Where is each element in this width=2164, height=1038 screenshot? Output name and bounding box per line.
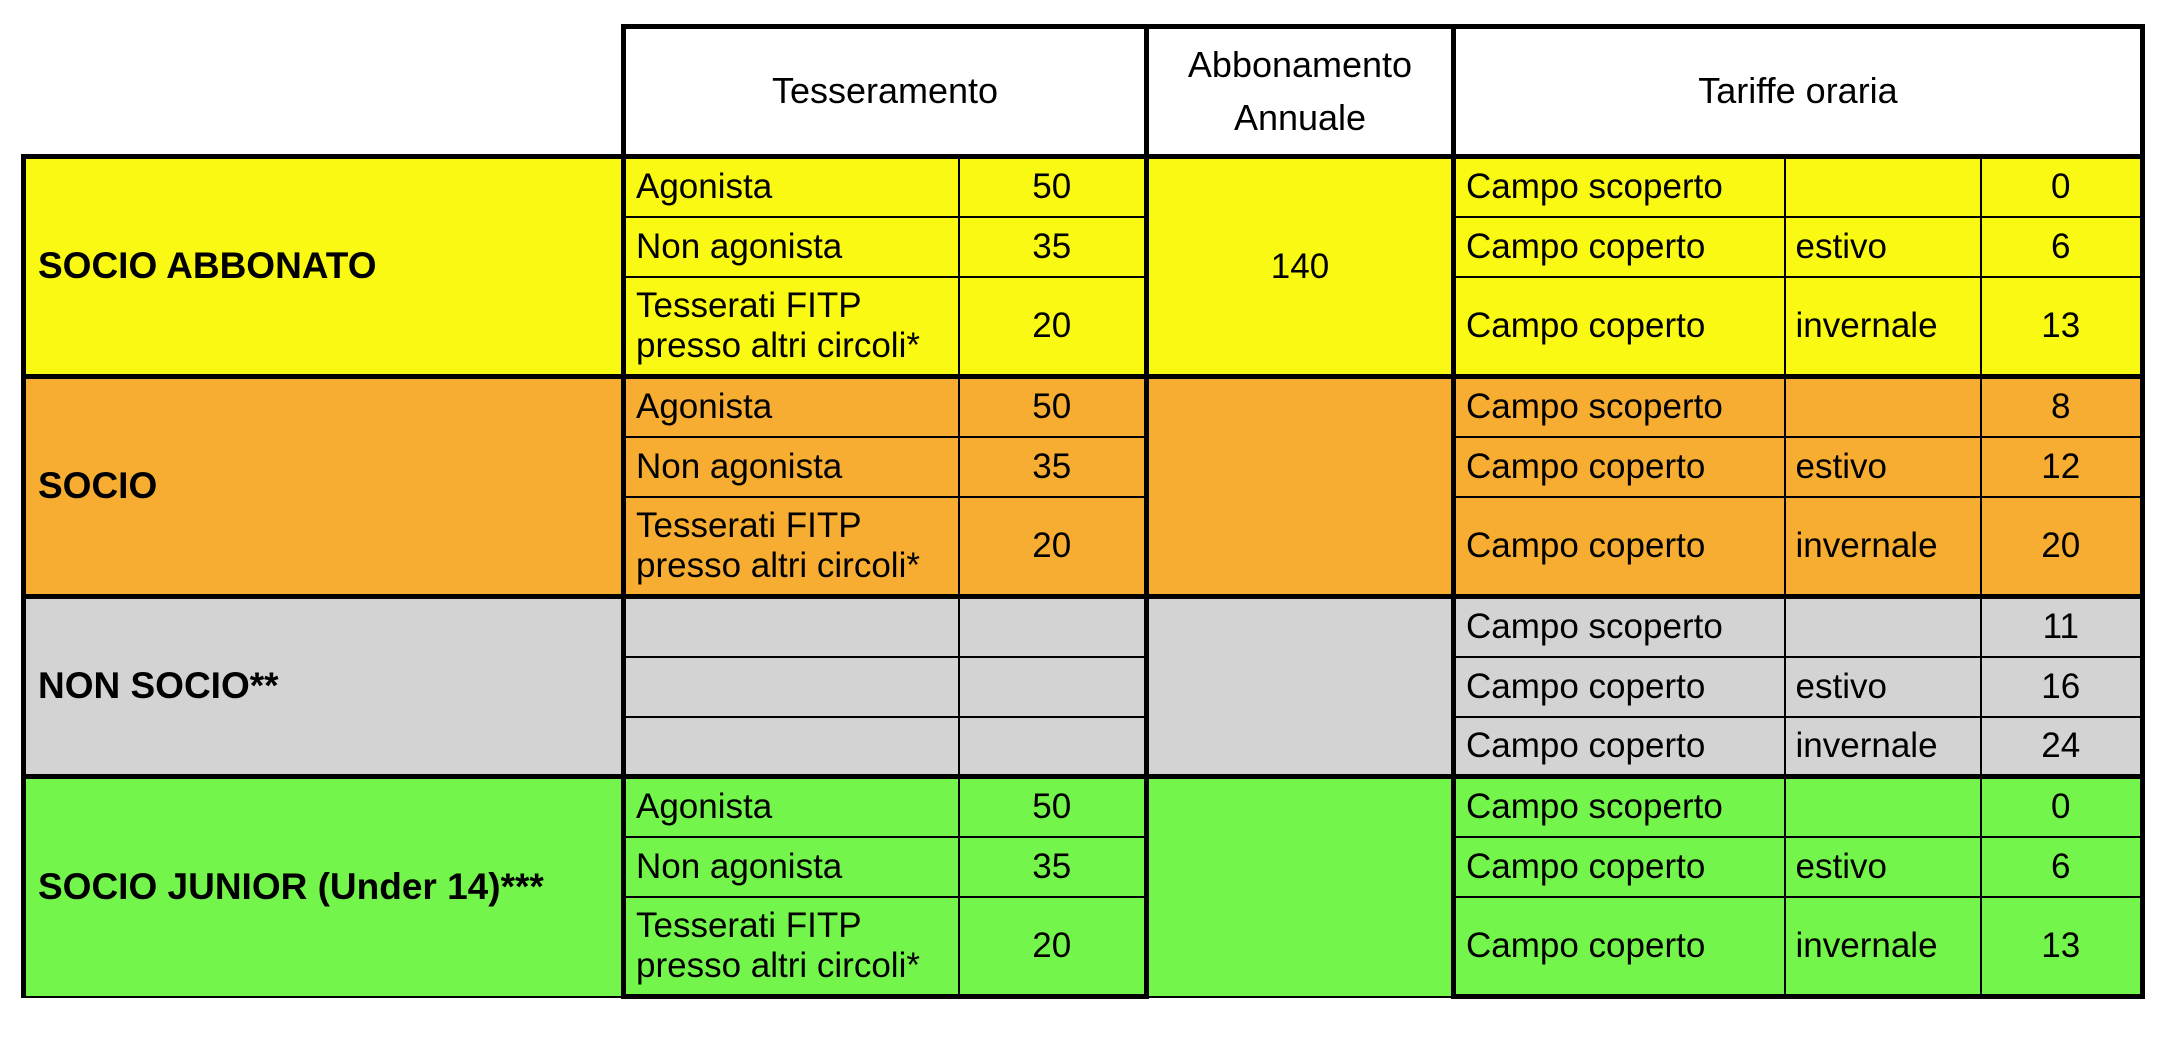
- tesseramento-label-line1: Tesserati FITP: [636, 285, 862, 325]
- tesseramento-label: Non agonista: [624, 217, 959, 277]
- tariffa-price: 11: [1981, 597, 2143, 657]
- tesseramento-label: [624, 277, 959, 377]
- header-abbonamento-line2: Annuale: [1233, 96, 1367, 138]
- tariffa-price: 6: [1981, 217, 2143, 277]
- tesseramento-value: 35: [959, 837, 1147, 897]
- tesseramento-value: [959, 597, 1147, 657]
- tesseramento-label: [624, 897, 959, 997]
- tariffa-campo: Campo scoperto: [1454, 777, 1785, 837]
- tariffa-season: estivo: [1785, 837, 1981, 897]
- tesseramento-label: [624, 597, 959, 657]
- tesseramento-label-line2: presso altri circoli*: [636, 945, 920, 985]
- tariffa-season: [1785, 597, 1981, 657]
- category-non-socio: NON SOCIO**: [24, 597, 624, 777]
- tariffa-season: invernale: [1785, 717, 1981, 777]
- tesseramento-value: 50: [959, 777, 1147, 837]
- tariffa-price: 13: [1981, 277, 2143, 377]
- category-socio-abbonato: SOCIO ABBONATO: [24, 157, 624, 377]
- annual-fee: [1147, 377, 1454, 597]
- tariffa-campo: Campo scoperto: [1454, 377, 1785, 437]
- table-row: [24, 777, 2143, 837]
- table-row: [24, 377, 2143, 437]
- tariffa-campo: Campo coperto: [1454, 897, 1785, 997]
- category-socio-junior: SOCIO JUNIOR (Under 14)***: [24, 777, 624, 997]
- fee-table: [21, 24, 2145, 999]
- tariffa-price: 8: [1981, 377, 2143, 437]
- table-row: [24, 597, 2143, 657]
- tesseramento-label: [624, 717, 959, 777]
- table-row: [24, 157, 2143, 217]
- header-row: [24, 27, 2143, 157]
- annual-fee: 140: [1147, 157, 1454, 377]
- tariffa-price: 20: [1981, 497, 2143, 597]
- tesseramento-label: Agonista: [624, 157, 959, 217]
- tariffa-campo: Campo coperto: [1454, 217, 1785, 277]
- tariffa-campo: Campo coperto: [1454, 277, 1785, 377]
- tariffa-campo: Campo coperto: [1454, 717, 1785, 777]
- tesseramento-value: 20: [959, 897, 1147, 997]
- tesseramento-value: 20: [959, 277, 1147, 377]
- tariffa-season: invernale: [1785, 277, 1981, 377]
- tariffa-price: 6: [1981, 837, 2143, 897]
- annual-fee: [1147, 777, 1454, 997]
- tesseramento-label: Agonista: [624, 377, 959, 437]
- tariffa-season: estivo: [1785, 437, 1981, 497]
- tariffa-price: 16: [1981, 657, 2143, 717]
- tariffa-price: 13: [1981, 897, 2143, 997]
- header-abbonamento-line1: Abbonamento: [1187, 44, 1413, 86]
- tariffa-price: 0: [1981, 777, 2143, 837]
- tariffa-season: invernale: [1785, 497, 1981, 597]
- tariffa-campo: Campo scoperto: [1454, 157, 1785, 217]
- tariffa-campo: Campo coperto: [1454, 437, 1785, 497]
- tesseramento-value: [959, 717, 1147, 777]
- tesseramento-label-line2: presso altri circoli*: [636, 545, 920, 585]
- tariffa-campo: Campo coperto: [1454, 837, 1785, 897]
- tesseramento-label-line1: Tesserati FITP: [636, 905, 862, 945]
- category-socio: SOCIO: [24, 377, 624, 597]
- tesseramento-label: Non agonista: [624, 837, 959, 897]
- header-abbonamento-annuale: [1147, 27, 1454, 157]
- tesseramento-label: Non agonista: [624, 437, 959, 497]
- tesseramento-label-line2: presso altri circoli*: [636, 325, 920, 365]
- tesseramento-value: 35: [959, 437, 1147, 497]
- tariffa-season: estivo: [1785, 657, 1981, 717]
- tariffa-season: [1785, 377, 1981, 437]
- tariffa-price: 0: [1981, 157, 2143, 217]
- tariffa-season: [1785, 157, 1981, 217]
- tariffa-season: estivo: [1785, 217, 1981, 277]
- header-tariffe-oraria: Tariffe oraria: [1454, 27, 2143, 157]
- tesseramento-value: 35: [959, 217, 1147, 277]
- tariffa-price: 12: [1981, 437, 2143, 497]
- tesseramento-label: [624, 497, 959, 597]
- tesseramento-label-line1: Tesserati FITP: [636, 505, 862, 545]
- tesseramento-label: Agonista: [624, 777, 959, 837]
- annual-fee: [1147, 597, 1454, 777]
- tariffa-campo: Campo coperto: [1454, 657, 1785, 717]
- tariffa-price: 24: [1981, 717, 2143, 777]
- tariffa-campo: Campo coperto: [1454, 497, 1785, 597]
- tariffa-season: [1785, 777, 1981, 837]
- tesseramento-value: 50: [959, 157, 1147, 217]
- tesseramento-value: [959, 657, 1147, 717]
- tariffa-season: invernale: [1785, 897, 1981, 997]
- tesseramento-value: 20: [959, 497, 1147, 597]
- tesseramento-value: 50: [959, 377, 1147, 437]
- header-tesseramento: Tesseramento: [624, 27, 1147, 157]
- tesseramento-label: [624, 657, 959, 717]
- header-empty-cell: [24, 27, 624, 157]
- tariffa-campo: Campo scoperto: [1454, 597, 1785, 657]
